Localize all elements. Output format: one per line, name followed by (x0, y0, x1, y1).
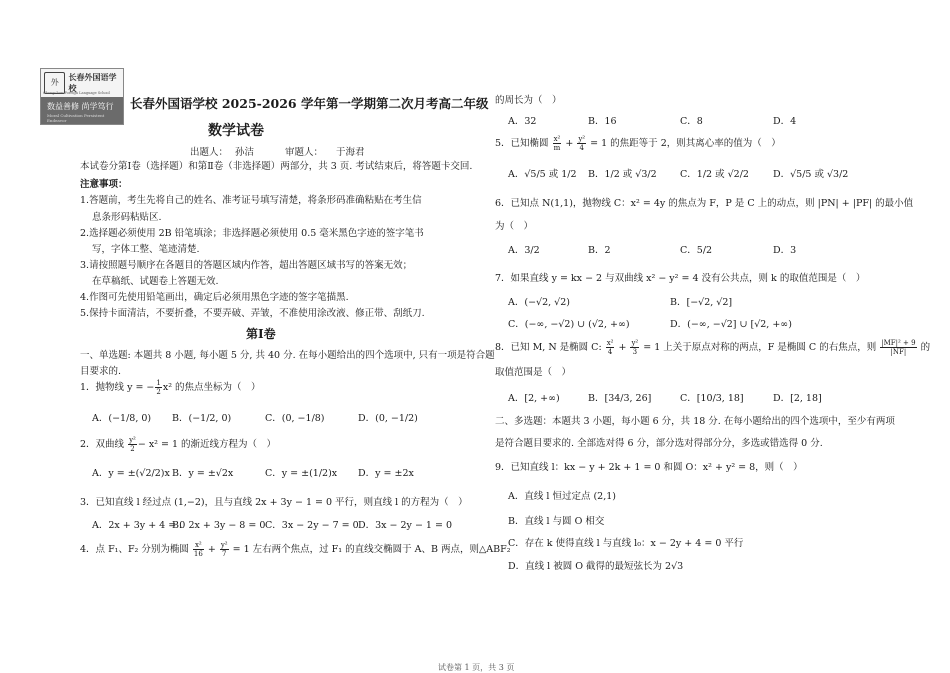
logo-seal-icon: 外 (44, 72, 65, 94)
volume-heading: 第Ⅰ卷 (246, 327, 276, 341)
q2-stem-a: 2．双曲线 (80, 439, 128, 450)
q5-stem-a: 5．已知椭圆 (495, 138, 552, 149)
question-2-stem (80, 436, 276, 453)
q1-stem-b: x² 的焦点坐标为（ ） (162, 382, 261, 393)
question-1-stem (80, 379, 261, 396)
page-footer: 试卷第 1 页，共 3 页 (438, 663, 515, 672)
q7-option-a: A．(−√2, √2) (508, 297, 570, 308)
q7-option-b: B．[−√2, √2] (670, 297, 733, 308)
q2-frac-num: y² (129, 436, 136, 444)
q5-frac1-den: m (553, 144, 561, 152)
q8-frac2-den: 3 (632, 348, 638, 356)
q5-fraction-1 (553, 135, 562, 152)
q1-option-d: D．(0, −1/2) (358, 413, 418, 424)
q9-option-a: A．直线 l 恒过定点 (2,1) (508, 491, 616, 502)
q2-option-c: C．y = ±(1/2)x (265, 468, 338, 479)
exam-title: 长春外国语学校 2025-2026 学年第一学期第二次月考高二年级 (130, 96, 489, 111)
q5-frac1-num: x² (553, 135, 561, 143)
q5-option-a: A．√5/5 或 1/2 (508, 169, 577, 180)
section2-line-2: 是符合题目要求的. 全部选对得 6 分，部分选对得部分分，多选或错选得 0 分. (495, 438, 823, 449)
q8-stem-a: 8．已知 M, N 是椭圆 C: (495, 342, 605, 353)
q1-fraction (155, 379, 161, 396)
q3-option-d: D．3x − 2y − 1 = 0 (358, 520, 453, 531)
q2-fraction (128, 436, 137, 453)
q4-frac1-num: x² (193, 541, 204, 550)
q2-frac-den: 2 (130, 445, 135, 453)
q2-option-b: B．y = ±√2x (172, 468, 234, 479)
q6-option-a: A．3/2 (508, 245, 540, 256)
q8-continuation: 取值范围是（ ） (495, 367, 572, 378)
q3-option-c: C．3x − 2y − 7 = 0 (265, 520, 359, 531)
logo-english-name: Changchun Foreign Language School (43, 91, 110, 95)
intro-text: 本试卷分第Ⅰ卷（选择题）和第Ⅱ卷（非选择题）两部分，共 3 页. 考试结束后，将答题卡交回. (80, 161, 473, 172)
q5-frac2-den: 4 (579, 144, 584, 152)
q9-option-d: D．直线 l 被圆 O 截得的最短弦长为 2√3 (508, 561, 684, 572)
section1-line-1: 一、单选题: 本题共 8 小题, 每小题 5 分, 共 40 分. 在每小题给出的四个选项中, 只有一项是符合题 (80, 350, 495, 361)
notice-heading: 注意事项： (80, 179, 128, 190)
q4-fraction-2 (220, 541, 229, 558)
q8-frac1-num: x² (606, 339, 614, 347)
question-3-stem: 3．已知直线 l 经过点 (1,−2)，且与直线 2x + 3y − 1 = 0 平行，则直线 l 的方程为（ ） (80, 497, 468, 508)
q5-frac2-num: y² (578, 135, 586, 143)
notice-line-6: 在草稿纸、试题卷上答题无效. (92, 276, 219, 287)
q2-option-a: A．y = ±(√2/2)x (92, 468, 170, 479)
q6-option-b: B．2 (588, 245, 611, 256)
q4-option-d: D．4 (773, 116, 797, 127)
q6-option-d: D．3 (773, 245, 797, 256)
school-logo (40, 68, 124, 125)
q8-frac2-num: y² (631, 339, 639, 347)
q4-frac2-num: y² (220, 541, 228, 549)
logo-motto: 数益善修 尚学笃行 (47, 102, 114, 111)
q8-option-a: A．[2, +∞) (508, 393, 560, 404)
q8-stem-c: 的 (917, 342, 931, 353)
q4-stem-a: 4．点 F₁、F₂ 分别为椭圆 (80, 544, 192, 555)
q5-stem-b: = 1 的焦距等于 2，则其离心率的值为（ ） (587, 138, 781, 149)
q4-frac2-den: 7 (221, 550, 227, 558)
q4-option-a: A．32 (508, 116, 537, 127)
q4-plus: + (204, 544, 219, 555)
question-5-stem: 5．已知椭圆 $\frac{\text{x²}}{m}$ + $\frac{\text{y²}}{4}$ = 1 的焦距等于 2，则其离心率的值为（ ） (495, 135, 781, 152)
q7-option-d: D．(−∞, −√2] ∪ [√2, +∞) (670, 319, 792, 330)
q8-frac1-den: 4 (607, 348, 613, 356)
notice-line-8: 5.保持卡面清洁，不要折叠，不要弄破、弄皱，不准使用涂改液、修正带、刮纸刀. (80, 308, 425, 319)
notice-line-3: 2.选择题必须使用 2B 铅笔填涂；非选择题必须使用 0.5 毫米黑色字迹的签字笔书 (80, 228, 424, 239)
q5-option-c: C．1/2 或 √2/2 (680, 169, 749, 180)
q8-option-c: C．[10/3, 18] (680, 393, 744, 404)
q7-option-c: C．(−∞, −√2) ∪ (√2, +∞) (508, 319, 630, 330)
logo-band (41, 97, 123, 124)
setter-name: 孙洁 (235, 147, 255, 158)
question-8-stem: 8．已知 M, N 是椭圆 C: $\frac{\text{x²}}{4}$ + $\frac{\text{y²}}{3}$ = 1 上关于原点对称的两点，F 是椭圆 C 的右焦点，则 $\frac{\text{|MF|² + 9}}{|NF|}$ 的 (495, 339, 931, 356)
q9-option-c: C．存在 k 使得直线 l 与直线 l₀：x − 2y + 4 = 0 平行 (508, 538, 744, 549)
q1-frac-num: 1 (156, 379, 161, 387)
setter-label: 出题人： (190, 147, 229, 158)
q8-option-b: B．[34/3, 26] (588, 393, 652, 404)
notice-line-2: 息条形码粘贴区. (92, 212, 162, 223)
q6-option-c: C．5/2 (680, 245, 713, 256)
q5-option-d: D．√5/5 或 √3/2 (773, 169, 849, 180)
q2-option-d: D．y = ±2x (358, 468, 414, 479)
section2-line-1: 二、多选题：本题共 3 小题，每小题 6 分，共 18 分. 在每小题给出的四个选项中，至少有两项 (495, 416, 895, 427)
q1-stem-a: 1．抛物线 y = − (80, 382, 155, 393)
q8-fraction-2 (630, 339, 639, 356)
q8-option-d: D．[2, 18] (773, 393, 822, 404)
reviewer-name: 于海君 (336, 147, 365, 158)
q9-option-b: B．直线 l 与圆 O 相交 (508, 516, 605, 527)
logo-motto-english: Moral Cultivation Persistent Endeavor (47, 113, 105, 123)
q3-option-a: A．2x + 3y + 4 = 0 (92, 520, 186, 531)
q4-stem-b: = 1 左右两个焦点，过 F₁ 的直线交椭圆于 A、B 两点，则△ABF₂ (229, 544, 511, 555)
question-9-stem: 9．已知直线 l：kx − y + 2k + 1 = 0 和圆 O：x² + y² = 8，则（ ） (495, 462, 803, 473)
q4-frac1-den: 16 (193, 550, 203, 558)
q4-fraction-1 (193, 541, 204, 558)
notice-line-7: 4.作图可先使用铅笔画出，确定后必须用黑色字迹的签字笔描黑. (80, 292, 349, 303)
question-4-stem (80, 541, 511, 558)
q5-option-b: B．1/2 或 √3/2 (588, 169, 657, 180)
q8-fraction-3 (880, 339, 916, 356)
q4-continuation: 的周长为（ ） (495, 95, 562, 106)
q2-stem-b: − x² = 1 的渐近线方程为（ ） (137, 439, 277, 450)
q6-continuation: 为（ ） (495, 221, 534, 232)
question-6-stem: 6．已知点 N(1,1)，抛物线 C：x² = 4y 的焦点为 F，P 是 C 上的动点，则 |PN| + |PF| 的最小值 (495, 198, 914, 209)
q4-option-c: C．8 (680, 116, 703, 127)
q1-frac-den: 2 (156, 388, 161, 396)
q1-option-a: A．(−1/8, 0) (92, 413, 152, 424)
section1-line-2: 目要求的. (80, 366, 122, 377)
q1-option-b: B．(−1/2, 0) (172, 413, 232, 424)
notice-line-5: 3.请按照题号顺序在各题目的答题区域内作答，超出答题区域书写的答案无效； (80, 260, 413, 271)
q8-frac3-den: |NF| (890, 348, 907, 356)
setter-line (190, 144, 254, 158)
q3-option-b: B．2x + 3y − 8 = 0 (172, 520, 266, 531)
q8-fraction-1 (606, 339, 615, 356)
subject-title: 数学试卷 (208, 123, 264, 139)
q8-frac3-num: |MF|² + 9 (881, 339, 916, 347)
reviewer-line (285, 144, 365, 158)
q4-option-b: B．16 (588, 116, 617, 127)
notice-line-4: 写，字体工整、笔迹清楚. (92, 244, 200, 255)
notice-line-1: 1.答题前，考生先将自己的姓名、准考证号填写清楚，将条形码准确粘贴在考生信 (80, 195, 422, 206)
q5-fraction-2 (577, 135, 586, 152)
question-7-stem: 7．如果直线 y = kx − 2 与双曲线 x² − y² = 4 没有公共点，则 k 的取值范围是（ ） (495, 273, 866, 284)
q8-stem-b: = 1 上关于原点对称的两点，F 是椭圆 C 的右焦点，则 (640, 342, 880, 353)
logo-school-name: 长春外国语学校 (68, 72, 117, 93)
reviewer-label: 审题人： (285, 147, 324, 158)
q1-option-c: C．(0, −1/8) (265, 413, 325, 424)
